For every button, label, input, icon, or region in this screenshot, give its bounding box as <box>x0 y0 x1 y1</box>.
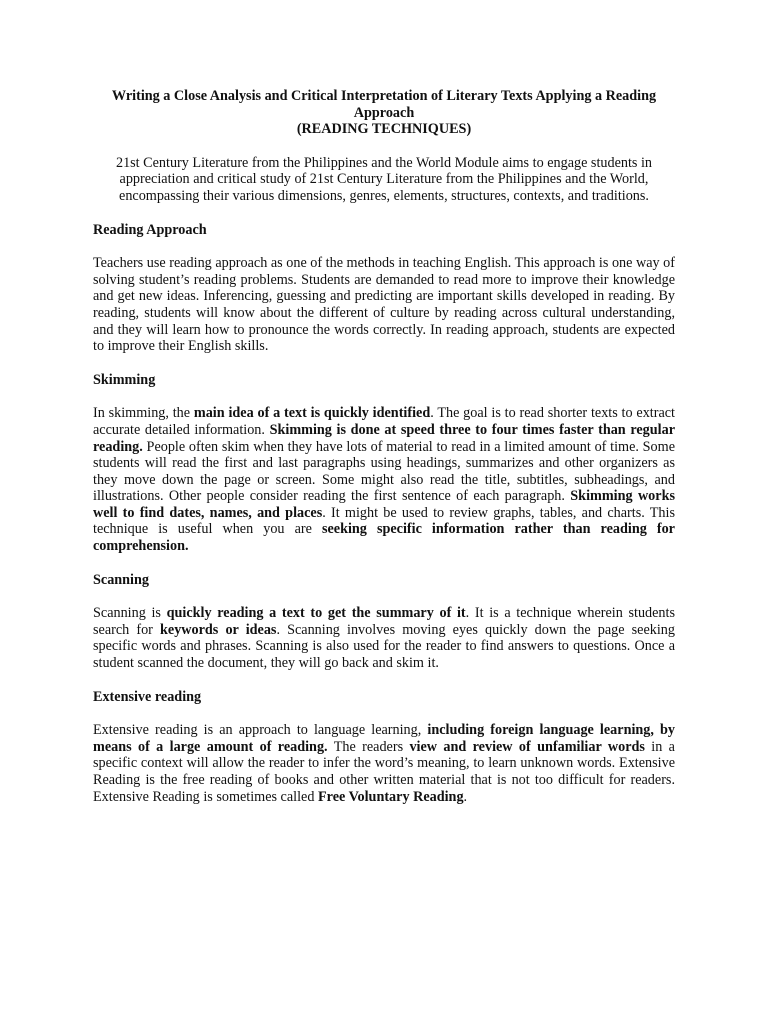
bold-run: Free Voluntary Reading <box>317 788 464 805</box>
text-run: . It might be used to review graphs, tables, and charts. This technique is useful when you are <box>93 504 675 538</box>
bold-run: including foreign language learning, by means of a large amount of reading. <box>93 722 676 755</box>
intro-paragraph: 21st Century Literature from the Philippines and the World Module aims to engage students in appreciation and critical study of 21st Century Literature from the Philippines and the World, encompassing their various dimensions, genres, elements, structures, contexts, and traditions. <box>115 154 653 204</box>
bold-run: Skimming works well to find dates, names, and places <box>93 488 675 521</box>
text-run: In skimming, the <box>93 405 194 422</box>
text-run: in a specific context will allow the reader to infer the word’s meaning, to learn unknown words. Extensive Reading is the free reading of books and other written material that is not too difficult for readers. Extensive Reading is sometimes called <box>93 738 675 805</box>
text-run: . Scanning involves moving eyes quickly down the page seeking specific words and phrases. Scanning is also used for the reader to find answers to questions. Once a student scanned the document, they will go back and skim it. <box>93 621 675 672</box>
heading-extensive-reading: Extensive reading <box>93 688 202 705</box>
text-run: . It is a technique wherein students search for <box>93 605 675 638</box>
bold-run: view and review of unfamiliar words <box>409 738 645 755</box>
title-line-main: Writing a Close Analysis and Critical Interpretation of Literary Texts Applying a Reading Approach <box>111 88 657 121</box>
bold-run: Skimming is done at speed three to four times faster than regular reading. <box>93 421 675 455</box>
text-run: Scanning is <box>93 605 167 622</box>
text-run: People often skim when they have lots of material to read in a limited amount of time. Some students will read the first and last paragraphs using headings, summarizes and other organizers as they move down the page or screen. Some might also read the title, subtitles, subheadings, and illustrations. Other people consider reading the first sentence of each paragraph. <box>93 438 675 505</box>
text-run: . <box>463 788 468 805</box>
paragraph-skimming <box>93 405 675 554</box>
paragraph-reading-approach: Teachers use reading approach as one of the methods in teaching English. This approach is one way of solving student’s reading problems. Students are demanded to read more to improve their knowledge and get new ideas. Inferencing, guessing and predicting are important skills developed in reading. By reading, students will know about the different of culture by reading across cultural understanding, and they will learn how to pronounce the words correctly. In reading approach, students are expected to improve their English skills. <box>93 255 675 355</box>
text-run: . The goal is to read shorter texts to extract accurate detailed information. <box>93 405 675 438</box>
text-run: Extensive reading is an approach to language learning, <box>93 722 428 739</box>
paragraph-extensive-reading <box>93 722 675 805</box>
heading-scanning: Scanning <box>93 571 149 588</box>
title-line-sub: (READING TECHNIQUES) <box>296 121 472 138</box>
bold-run: seeking specific information rather than reading for comprehension. <box>93 521 675 555</box>
paragraph-scanning <box>93 605 675 671</box>
bold-run: main idea of a text is quickly identified <box>193 405 431 422</box>
heading-reading-approach: Reading Approach <box>93 221 207 238</box>
bold-run: quickly reading a text to get the summary of it <box>166 605 466 622</box>
text-run: The readers <box>327 738 410 755</box>
bold-run: keywords or ideas <box>160 621 277 638</box>
document-title <box>93 88 675 138</box>
heading-skimming: Skimming <box>93 371 156 388</box>
